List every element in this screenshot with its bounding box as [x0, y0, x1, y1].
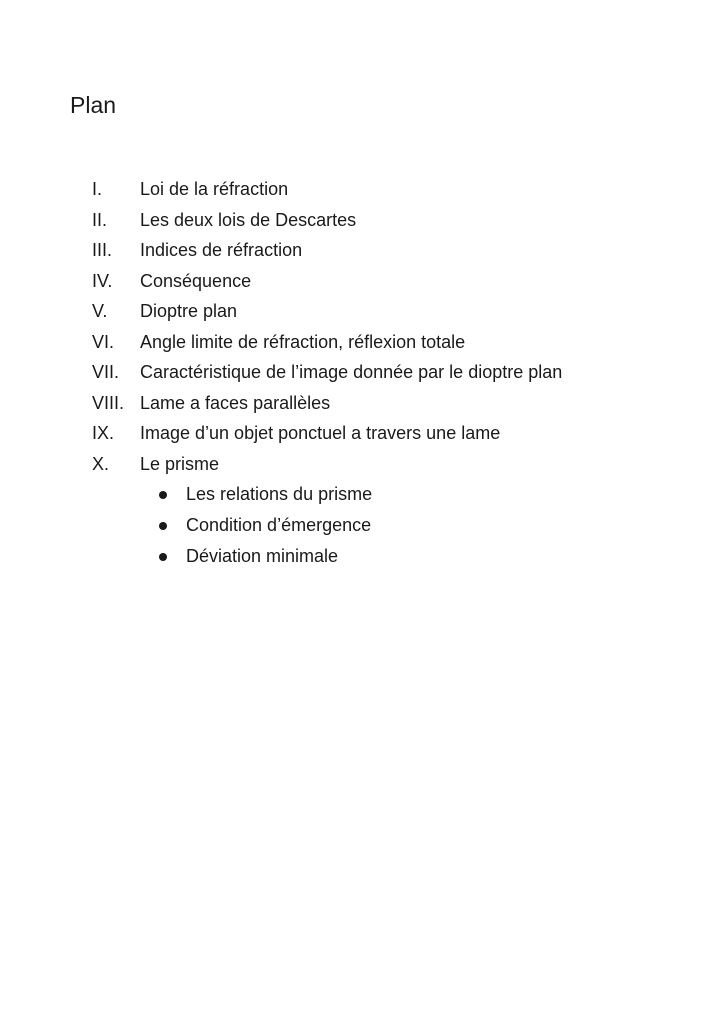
outline-item [0, 174, 720, 205]
outline-numeral: X. [92, 453, 110, 474]
outline-text: Indices de réfraction [140, 240, 303, 260]
sublist-item [0, 510, 720, 541]
bullet-icon [159, 491, 167, 499]
sublist-item [0, 479, 720, 510]
sublist-text: Déviation minimale [186, 546, 339, 566]
prism-sublist [0, 479, 720, 572]
outline-numeral: IV. [92, 270, 113, 291]
outline-item [0, 327, 720, 358]
outline-item [0, 205, 720, 236]
outline-item [0, 449, 720, 480]
outline-numeral: VII. [92, 362, 120, 382]
outline-text: Dioptre plan [140, 301, 238, 321]
outline-numeral: VIII. [92, 392, 125, 413]
page-title: Plan [70, 92, 117, 118]
outline-text: Caractéristique de l’image donnée par le dioptre plan [140, 362, 563, 382]
outline-numeral: VI. [92, 331, 115, 352]
sublist-text: Les relations du prisme [186, 484, 373, 504]
outline-numeral: IX. [92, 423, 115, 443]
outline-numeral: II. [92, 209, 108, 230]
outline-numeral: V. [92, 301, 108, 321]
outline-numeral: III. [92, 240, 113, 260]
sublist-text: Condition d’émergence [186, 515, 372, 535]
outline-item [0, 418, 720, 449]
outline-text: Image d’un objet ponctuel a travers une lame [140, 423, 501, 443]
bullet-icon [159, 553, 167, 561]
outline-item [0, 296, 720, 327]
outline-text: Le prisme [140, 453, 220, 474]
outline-text: Conséquence [140, 270, 252, 291]
outline-list [0, 174, 720, 479]
outline-text: Angle limite de réfraction, réflexion totale [140, 331, 466, 352]
outline-text: Les deux lois de Descartes [140, 209, 357, 230]
bullet-icon [159, 522, 167, 530]
sublist-item [0, 541, 720, 572]
outline-numeral: I. [92, 179, 103, 199]
outline-item [0, 388, 720, 419]
outline-text: Lame a faces parallèles [140, 392, 331, 413]
outline-item [0, 357, 720, 388]
outline-item [0, 266, 720, 297]
outline-text: Loi de la réfraction [140, 179, 289, 199]
outline-item [0, 235, 720, 266]
